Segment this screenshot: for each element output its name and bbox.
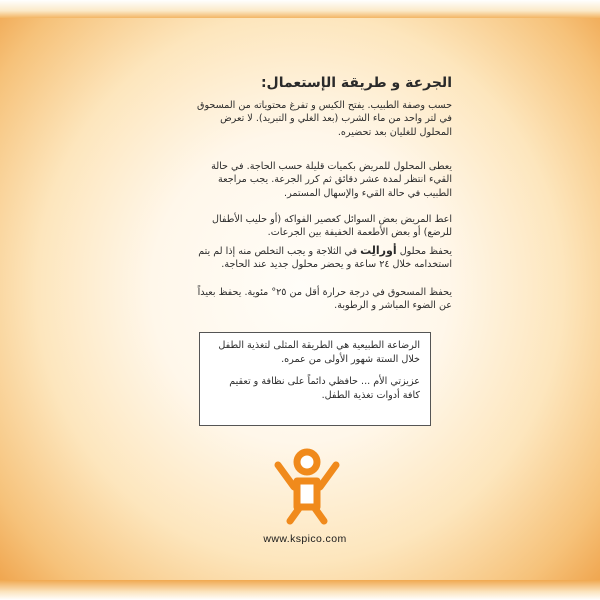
dosage-paragraph-storage-solution [197, 244, 452, 272]
notice-hygiene: عزيزتي الأم ... حافظي دائماً على نظافة و تعقيم كافة أدوات تغذية الطفل. [229, 376, 420, 401]
dosage-paragraph-storage-powder: يحفظ المسحوق في درجة حرارة أقل من ٢٥° مئوية. يحفظ بعيداً عن الضوء المباشر و الرطوبة. [197, 287, 452, 312]
storage-text-end: في الثلاجة و يجب التخلص منه إذا لم يتم استخدامه خلال ٢٤ ساعة و يحضر محلول جديد عند الحاجة. [198, 246, 452, 271]
dosage-paragraph-administration: يعطى المحلول للمريض بكميات قليلة حسب الحاجة. في حالة القيء انتظر لمدة عشر دقائق ثم كرر الجرعة. يجب مراجعة الطبيب في حالة القيء والإسهال المستمر. [211, 161, 452, 199]
package-bottom-edge [0, 580, 600, 600]
notice-breastfeeding: الرضاعة الطبيعية هي الطريقة المثلى لتغذية الطفل خلال الستة شهور الأولى من عمره. [218, 340, 420, 365]
dosage-paragraph-fluids: اعط المريض بعض السوائل كعصير الفواكه (أو حليب الأطفال للرضع) أو بعض الأطعمة الخفيفة بين الجرعات. [212, 214, 452, 239]
dosage-heading: الجرعة و طريقة الإستعمال: [260, 75, 452, 91]
storage-text-start: يحفظ محلول [399, 246, 452, 257]
baby-icon [272, 447, 342, 525]
breastfeeding-notice-box [199, 332, 431, 426]
dosage-paragraph-prescription: حسب وصفة الطبيب. يفتح الكيس و تفرغ محتوياته من المسحوق في لتر واحد من ماء الشرب (بعد الغلي و التبريد). لا تعرض المحلول للغليان بعد تحضيره. [197, 100, 452, 138]
brand-name: أورالِت [360, 244, 397, 257]
package-top-edge [0, 0, 600, 18]
website-url: www.kspico.com [263, 533, 347, 545]
